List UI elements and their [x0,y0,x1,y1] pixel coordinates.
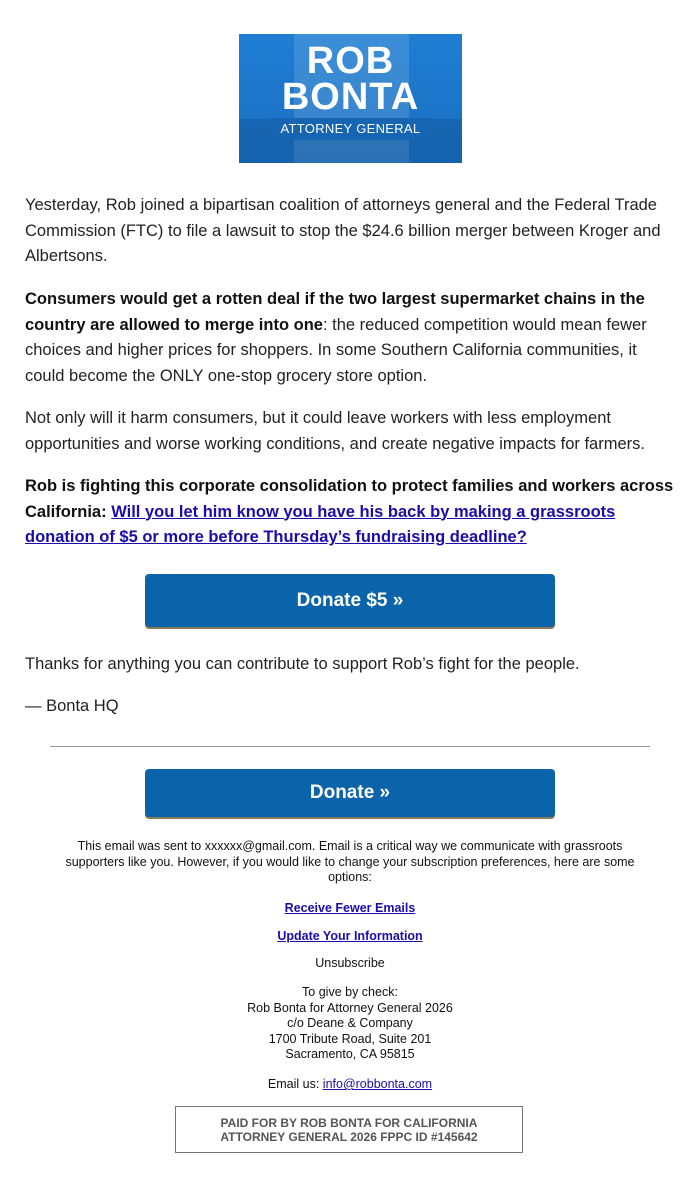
paragraph-fighting-bold: Rob is fighting this corporate consolidation to protect families and workers across California: [25,477,674,521]
paid-for-disclaimer [175,1106,523,1153]
email-link[interactable]: info@robbonta.com [322,1077,433,1091]
check-address [50,985,650,1063]
paragraph-rotten-deal-rest: : the reduced competition would mean fewer choices and higher prices for shoppers. In some Southern California communities, it could become the ONLY one-stop grocery store option. [25,315,647,385]
check-intro: To give by check: [302,985,398,999]
subscription-notice: This email was sent to xxxxxx@gmail.com. Email is a critical way we communicate with grassroots supporters like you. However, if you would like to change your subscription preferences, here are some options: [65,839,635,884]
paragraph-rotten-deal [25,287,675,389]
update-information-link[interactable]: Update Your Information [277,929,423,943]
logo-name-last: BONTA [281,76,420,118]
unsubscribe-link[interactable]: Unsubscribe [315,956,385,970]
check-care-of: c/o Deane & Company [287,1016,413,1030]
paid-for-text: PAID FOR BY ROB BONTA FOR CALIFORNIA ATTORNEY GENERAL 2026 FPPC ID #145642 [220,1115,478,1144]
check-payee: Rob Bonta for Attorney General 2026 [247,1000,453,1015]
receive-fewer-emails-link[interactable]: Receive Fewer Emails [284,901,416,915]
check-city: Sacramento, CA 95815 [285,1047,415,1061]
thanks-text: Thanks for anything you can contribute to support Rob’s fight for the people. [25,655,580,673]
update-info-row [50,929,650,945]
donate-5-button[interactable]: Donate $5 » [145,574,555,627]
donation-ask-link[interactable]: Will you let him know you have his back by making a grassroots donation of $5 or more before Thursday’s fundraising deadline? [25,502,616,546]
donate-button[interactable]: Donate » [145,769,555,817]
email-us-label: Email us: [267,1077,320,1091]
paragraph-rotten-deal-bold: Consumers would get a rotten deal if the two largest supermarket chains in the country are allowed to merge into one [25,290,645,334]
paragraph-intro: Yesterday, Rob joined a bipartisan coalition of attorneys general and the Federal Trade Commission (FTC) to file a lawsuit to stop the $24.6 billion merger between Kroger and Albertsons. [25,196,661,265]
fewer-emails-row [50,901,650,917]
email-us-row [50,1077,650,1093]
paragraph-workers: Not only will it harm consumers, but it could leave workers with less employment opportunities and worse working conditions, and create negative impacts for farmers. [25,409,645,453]
logo-name-first: ROB [306,40,395,82]
paragraph-fighting [25,474,675,551]
logo-office-title: ATTORNEY GENERAL [269,118,432,140]
check-street: 1700 Tribute Road, Suite 201 [268,1031,432,1046]
signoff-text: — Bonta HQ [25,697,119,715]
campaign-logo [239,34,462,163]
divider [50,746,650,747]
